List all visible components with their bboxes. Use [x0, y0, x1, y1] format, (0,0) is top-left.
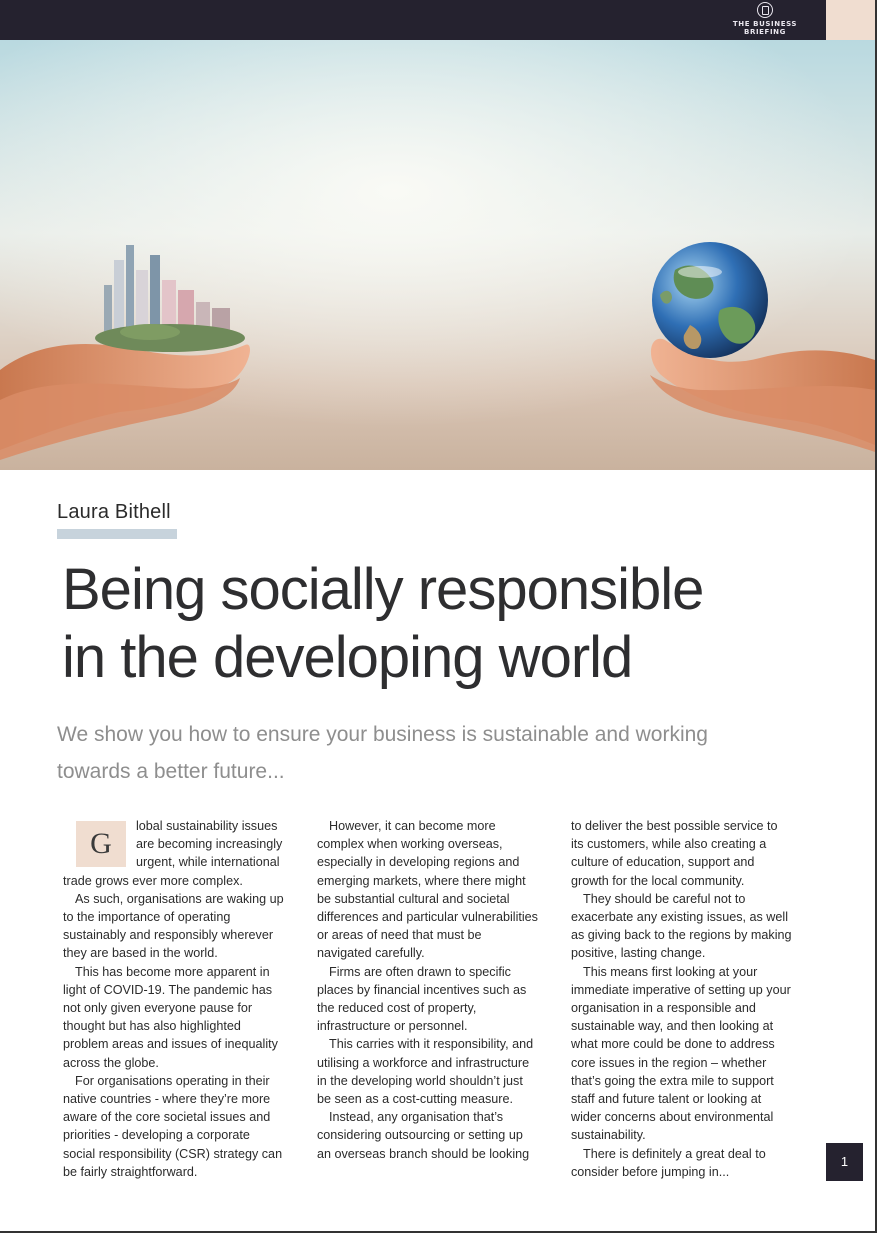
article-title: [62, 556, 852, 692]
page-number: 1: [826, 1143, 863, 1181]
body-paragraph: However, it can become more complex when working overseas, especially in developing regions and emerging markets, where there might be substantial cultural and societal differences and particular vulnerabilities or areas of need that must be navigated carefully.: [317, 819, 538, 961]
body-paragraph: This means first looking at your immediate imperative of setting up your organisation in a responsible and sustainable way, and then looking at what more could be done to address core issues in the region – whether that’s going the extra mile to support staff and future talent or looking at wider concerns about environmental sustainability.: [571, 964, 791, 1143]
body-column-1: [63, 817, 285, 1181]
body-column-2: [317, 817, 539, 1163]
article-standfirst: [57, 716, 797, 790]
body-paragraph: Firms are often drawn to specific places by financial incentives such as the reduced cost of property, infrastructure or personnel.: [317, 964, 527, 1034]
body-paragraph: Instead, any organisation that’s considering outsourcing or setting up an overseas branch should be looking: [317, 1110, 530, 1161]
body-paragraph: For organisations operating in their native countries - where they’re more aware of the core societal issues and priorities - developing a corporate social responsibility (CSR) strategy can be fairly straightforward.: [63, 1073, 283, 1179]
body-paragraph: There is definitely a great deal to consider before jumping in...: [571, 1146, 766, 1179]
body-paragraph: to deliver the best possible service to its customers, while also creating a culture of education, support and growth for the local community.: [571, 819, 778, 888]
author-underline: [57, 529, 177, 539]
body-paragraph: They should be careful not to exacerbate any existing issues, as well as giving back to the regions by making positive, lasting change.: [571, 891, 792, 961]
author-name: Laura Bithell: [57, 501, 171, 523]
title-line-2: in the developing world: [62, 625, 633, 690]
body-paragraph: As such, organisations are waking up to the importance of operating sustainably and responsibly wherever they are based in the world.: [63, 891, 284, 961]
standfirst-line-2: towards a better future...: [57, 760, 285, 783]
title-line-1: Being socially responsible: [62, 557, 704, 622]
hero-image: [0, 40, 875, 470]
standfirst-line-1: We show you how to ensure your business is sustainable and working: [57, 723, 708, 746]
body-paragraph: [63, 817, 285, 890]
body-paragraph: This has become more apparent in light of COVID-19. The pandemic has not only given everyone pause for thought but has also highlighted problem areas and issues of inequality across the globe.: [63, 964, 278, 1070]
body-paragraph: This carries with it responsibility, and utilising a workforce and infrastructure in the developing world shouldn’t just be seen as a cost-cutting measure.: [317, 1037, 534, 1107]
header-accent: [826, 0, 875, 40]
brand-line-2: BRIEFING: [744, 28, 786, 36]
brand-logo: [722, 2, 808, 36]
brand-line-1: THE BUSINESS: [732, 20, 798, 28]
paragraph-text: lobal sustainability issues are becoming increasingly urgent, while international trade grows ever more complex.: [63, 819, 283, 888]
header-bar: [0, 0, 826, 40]
brand-emblem-icon: [757, 2, 773, 18]
drop-cap: G: [76, 821, 126, 867]
body-column-3: [571, 817, 793, 1181]
